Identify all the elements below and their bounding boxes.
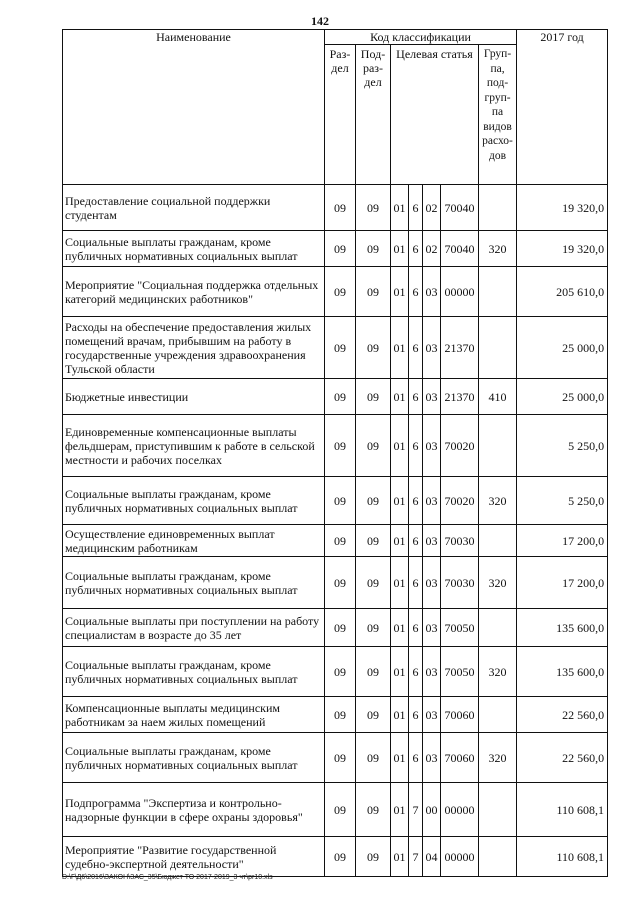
row-razdel: 09 [325,525,356,557]
file-path-footer: D:\Г\Д6\2016\ЗАКОН\ЗАС_35\Бюджет ТО 2017-2019_3 чт\pr10.xls [62,874,273,881]
row-amount: 135 600,0 [517,647,608,697]
row-target-program: 01 [391,647,409,697]
row-podrazdel: 09 [356,733,391,783]
row-expense-group: 320 [479,733,517,783]
row-target-program: 01 [391,697,409,733]
row-target-subprogram: 6 [409,415,423,477]
table-row [63,415,608,477]
row-razdel: 09 [325,697,356,733]
table-row [63,837,608,877]
row-razdel: 09 [325,837,356,877]
row-expense-group [479,267,517,317]
row-target-subprogram: 6 [409,609,423,647]
row-target-direction: 70020 [441,415,479,477]
row-target-event: 03 [423,415,441,477]
row-target-program: 01 [391,733,409,783]
row-target-subprogram: 6 [409,557,423,609]
row-target-event: 04 [423,837,441,877]
table-row [63,317,608,379]
row-target-subprogram: 7 [409,837,423,877]
row-podrazdel: 09 [356,525,391,557]
row-target-program: 01 [391,609,409,647]
row-razdel: 09 [325,609,356,647]
row-amount: 110 608,1 [517,783,608,837]
row-podrazdel: 09 [356,783,391,837]
row-podrazdel: 09 [356,231,391,267]
row-name: Социальные выплаты гражданам, кроме публичных нормативных социальных выплат [63,733,325,783]
row-target-subprogram: 6 [409,317,423,379]
row-name: Предоставление социальной поддержки студентам [63,185,325,231]
row-target-event: 03 [423,317,441,379]
row-amount: 110 608,1 [517,837,608,877]
row-name: Осуществление единовременных выплат медицинским работникам [63,525,325,557]
row-podrazdel: 09 [356,185,391,231]
row-name: Расходы на обеспечение предоставления жилых помещений врачам, прибывшим на работу в государственные учреждения здравоохранения Тульской области [63,317,325,379]
row-target-direction: 70030 [441,557,479,609]
row-amount: 17 200,0 [517,525,608,557]
table-row [63,697,608,733]
row-target-subprogram: 6 [409,647,423,697]
table-row [63,267,608,317]
row-target-direction: 70060 [441,697,479,733]
row-amount: 19 320,0 [517,185,608,231]
row-name: Мероприятие "Развитие государственной судебно-экспертной деятельности" [63,837,325,877]
row-name: Социальные выплаты гражданам, кроме публичных нормативных социальных выплат [63,477,325,525]
header-name: Наименование [63,30,325,185]
row-razdel: 09 [325,267,356,317]
row-target-program: 01 [391,415,409,477]
row-podrazdel: 09 [356,317,391,379]
row-target-subprogram: 7 [409,783,423,837]
row-expense-group [479,185,517,231]
row-target-event: 03 [423,557,441,609]
row-amount: 5 250,0 [517,477,608,525]
row-target-direction: 70040 [441,185,479,231]
row-target-program: 01 [391,317,409,379]
row-expense-group [479,415,517,477]
budget-table [62,29,608,877]
row-expense-group [479,525,517,557]
row-name: Социальные выплаты при поступлении на работу специалистам в возрасте до 35 лет [63,609,325,647]
row-target-direction: 00000 [441,783,479,837]
row-target-direction: 70030 [441,525,479,557]
row-razdel: 09 [325,231,356,267]
row-podrazdel: 09 [356,557,391,609]
row-target-subprogram: 6 [409,525,423,557]
row-name: Мероприятие "Социальная поддержка отдельных категорий медицинских работников" [63,267,325,317]
row-expense-group: 320 [479,477,517,525]
row-amount: 205 610,0 [517,267,608,317]
row-target-subprogram: 6 [409,267,423,317]
row-razdel: 09 [325,185,356,231]
row-name: Единовременные компенсационные выплаты фельдшерам, приступившим к работе в сельской местности и рабочих поселках [63,415,325,477]
row-expense-group [479,837,517,877]
row-amount: 5 250,0 [517,415,608,477]
row-amount: 19 320,0 [517,231,608,267]
table-row [63,231,608,267]
row-target-direction: 00000 [441,267,479,317]
row-razdel: 09 [325,415,356,477]
row-expense-group: 410 [479,379,517,415]
row-razdel: 09 [325,783,356,837]
table-row [63,733,608,783]
row-target-event: 03 [423,379,441,415]
row-target-direction: 70060 [441,733,479,783]
row-name: Бюджетные инвестиции [63,379,325,415]
row-target-program: 01 [391,837,409,877]
header-classification: Код классификации [325,30,517,45]
row-target-event: 03 [423,267,441,317]
row-razdel: 09 [325,557,356,609]
row-target-program: 01 [391,525,409,557]
row-name: Социальные выплаты гражданам, кроме публичных нормативных социальных выплат [63,647,325,697]
row-target-event: 03 [423,477,441,525]
row-expense-group [479,697,517,733]
row-target-direction: 70040 [441,231,479,267]
row-target-subprogram: 6 [409,697,423,733]
header-expense-group: Груп- па, под- груп- па видов расхо- дов [479,45,517,185]
row-target-direction: 21370 [441,379,479,415]
row-razdel: 09 [325,733,356,783]
row-target-direction: 00000 [441,837,479,877]
row-name: Социальные выплаты гражданам, кроме публичных нормативных социальных выплат [63,231,325,267]
row-razdel: 09 [325,317,356,379]
header-podrazdel: Под- раз- дел [356,45,391,185]
row-target-event: 03 [423,525,441,557]
row-amount: 25 000,0 [517,317,608,379]
row-target-subprogram: 6 [409,185,423,231]
header-target-article: Целевая статья [391,45,479,185]
row-expense-group: 320 [479,231,517,267]
row-podrazdel: 09 [356,415,391,477]
header-year: 2017 год [517,30,608,185]
row-target-event: 02 [423,185,441,231]
row-target-event: 03 [423,609,441,647]
table-row [63,185,608,231]
row-target-event: 00 [423,783,441,837]
row-target-event: 03 [423,697,441,733]
page-number: 142 [311,14,329,28]
row-target-event: 03 [423,733,441,783]
row-podrazdel: 09 [356,697,391,733]
row-expense-group: 320 [479,647,517,697]
row-target-subprogram: 6 [409,231,423,267]
row-amount: 22 560,0 [517,697,608,733]
header-razdel: Раз- дел [325,45,356,185]
row-razdel: 09 [325,647,356,697]
table-row [63,525,608,557]
table-row [63,783,608,837]
row-amount: 22 560,0 [517,733,608,783]
row-target-event: 03 [423,647,441,697]
row-target-direction: 70020 [441,477,479,525]
row-target-subprogram: 6 [409,477,423,525]
row-target-program: 01 [391,379,409,415]
row-expense-group [479,783,517,837]
table-row [63,477,608,525]
row-target-program: 01 [391,267,409,317]
row-target-program: 01 [391,185,409,231]
row-target-program: 01 [391,557,409,609]
row-amount: 135 600,0 [517,609,608,647]
row-amount: 17 200,0 [517,557,608,609]
row-podrazdel: 09 [356,837,391,877]
row-target-direction: 70050 [441,609,479,647]
row-expense-group [479,609,517,647]
row-podrazdel: 09 [356,477,391,525]
table-row [63,609,608,647]
row-amount: 25 000,0 [517,379,608,415]
row-expense-group: 320 [479,557,517,609]
row-target-subprogram: 6 [409,379,423,415]
table-row [63,557,608,609]
row-podrazdel: 09 [356,379,391,415]
row-razdel: 09 [325,379,356,415]
row-expense-group [479,317,517,379]
row-target-direction: 21370 [441,317,479,379]
table-row [63,379,608,415]
table-row [63,647,608,697]
row-podrazdel: 09 [356,647,391,697]
row-target-direction: 70050 [441,647,479,697]
row-razdel: 09 [325,477,356,525]
row-name: Компенсационные выплаты медицинским работникам за наем жилых помещений [63,697,325,733]
row-name: Социальные выплаты гражданам, кроме публичных нормативных социальных выплат [63,557,325,609]
row-target-program: 01 [391,783,409,837]
row-target-event: 02 [423,231,441,267]
row-podrazdel: 09 [356,609,391,647]
row-target-program: 01 [391,477,409,525]
row-target-program: 01 [391,231,409,267]
row-podrazdel: 09 [356,267,391,317]
row-target-subprogram: 6 [409,733,423,783]
row-name: Подпрограмма "Экспертиза и контрольно-надзорные функции в сфере охраны здоровья" [63,783,325,837]
